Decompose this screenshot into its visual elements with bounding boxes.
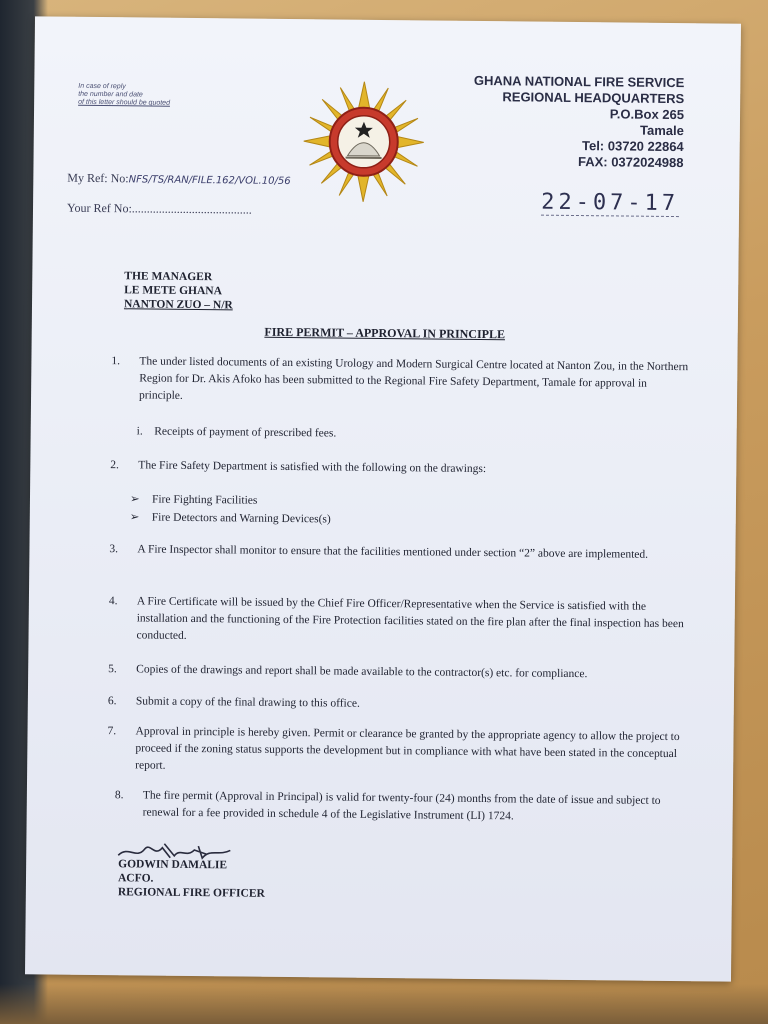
sub-item-number: i. — [136, 425, 143, 438]
addressee-line: THE MANAGER — [124, 270, 213, 284]
addressee-line: NANTON ZUO – N/R — [123, 298, 233, 312]
item-text: A Fire Inspector shall monitor to ensure that the facilities mentioned under section “2” above are implemented. — [137, 543, 649, 561]
bullet-item — [130, 509, 331, 525]
list-item — [114, 787, 683, 823]
item-text: Submit a copy of the final drawing to this office. — [135, 695, 360, 710]
handwritten-date: 22-07-17 — [541, 189, 680, 217]
list-item — [108, 661, 685, 681]
letter-title: FIRE PERMIT – APPROVAL IN PRINCIPLE — [264, 324, 506, 342]
city: Tamale — [639, 122, 684, 139]
signatory-name: GODWIN DAMALIE — [118, 858, 228, 872]
fax: FAX: 0372024988 — [577, 154, 684, 171]
item-text: Approval in principle is hereby given. Permit or clearance be granted by the appropriate agency to allow the project to proceed if the zoning status supports the development but in compliance with what have been stated in the conceptual report. — [135, 725, 680, 772]
list-item — [113, 353, 689, 411]
letter-sheet — [25, 16, 741, 981]
item-text: The under listed documents of an existing Urology and Modern Surgical Centre located at Nanton Zou, in the Northern Region for Dr. Akis Afoko has been submitted to the Regional Fire Safety Department, Tamale for approval in principle. — [139, 355, 689, 402]
item-number: 2. — [110, 459, 120, 472]
sub-item — [137, 425, 337, 439]
list-item — [109, 541, 687, 561]
item-number: 8. — [114, 789, 124, 802]
bullet-text: Fire Fighting Facilities — [151, 493, 258, 507]
item-number: 4. — [108, 595, 118, 608]
signatory-title: REGIONAL FIRE OFFICER — [117, 886, 265, 900]
list-item — [110, 457, 687, 476]
item-text: The fire permit (Approval in Principal) is valid for twenty-four (24) months from the date of issue and subject to renewal for a fee provided in schedule 4 of the Legislative Instrument (LI) 1724. — [142, 789, 661, 823]
po-box: P.O.Box 265 — [609, 106, 685, 123]
item-number: 3. — [109, 543, 119, 556]
reply-note-line: In case of reply — [78, 82, 126, 91]
bullet-text: Fire Detectors and Warning Devices(s) — [151, 511, 331, 526]
division-name: REGIONAL HEADQUARTERS — [502, 89, 685, 107]
fire-service-emblem-icon — [301, 79, 426, 204]
reply-note-line: the number and date — [78, 90, 143, 99]
arrow-bullet-icon: ➢ — [129, 493, 140, 506]
item-number: 1. — [111, 355, 121, 368]
arrow-bullet-icon: ➢ — [129, 511, 140, 524]
item-number: 7. — [107, 725, 117, 738]
item-text: A Fire Certificate will be issued by the Chief Fire Officer/Representative when the Service is satisfied with the installation and the functioning of the Fire Protection facilities stated on the fire plan after the final inspection has been conducted. — [136, 595, 684, 642]
my-ref-label: My Ref: No: — [67, 170, 129, 186]
sub-item-text: Receipts of payment of prescribed fees. — [154, 425, 337, 440]
item-number: 5. — [108, 663, 117, 676]
bullet-item — [130, 491, 258, 506]
my-ref-value: NFS/TS/RAN/FILE.162/VOL.10/56 — [128, 174, 291, 188]
reply-note-line: of this letter should be quoted — [78, 98, 171, 107]
item-text: The Fire Safety Department is satisfied with the following on the drawings: — [138, 459, 487, 476]
your-ref — [67, 201, 252, 218]
list-item — [108, 593, 686, 642]
item-text: Copies of the drawings and report shall be made available to the contractor(s) etc. for compliance. — [136, 663, 588, 681]
addressee-block — [124, 269, 233, 312]
your-ref-value: ........................................ — [131, 201, 252, 217]
org-name: GHANA NATIONAL FIRE SERVICE — [473, 72, 685, 91]
signatory-rank: ACFO. — [117, 872, 154, 885]
addressee-line: LE METE GHANA — [124, 284, 222, 298]
my-ref — [67, 171, 290, 188]
signoff-block — [118, 857, 265, 901]
telephone: Tel: 03720 22864 — [581, 138, 684, 155]
item-number: 6. — [107, 695, 117, 708]
your-ref-label: Your Ref No: — [66, 200, 132, 216]
reply-note — [78, 83, 170, 108]
list-item — [107, 693, 685, 710]
background-shadow-bottom — [0, 984, 768, 1024]
list-item — [107, 723, 685, 772]
letterhead — [473, 73, 684, 171]
